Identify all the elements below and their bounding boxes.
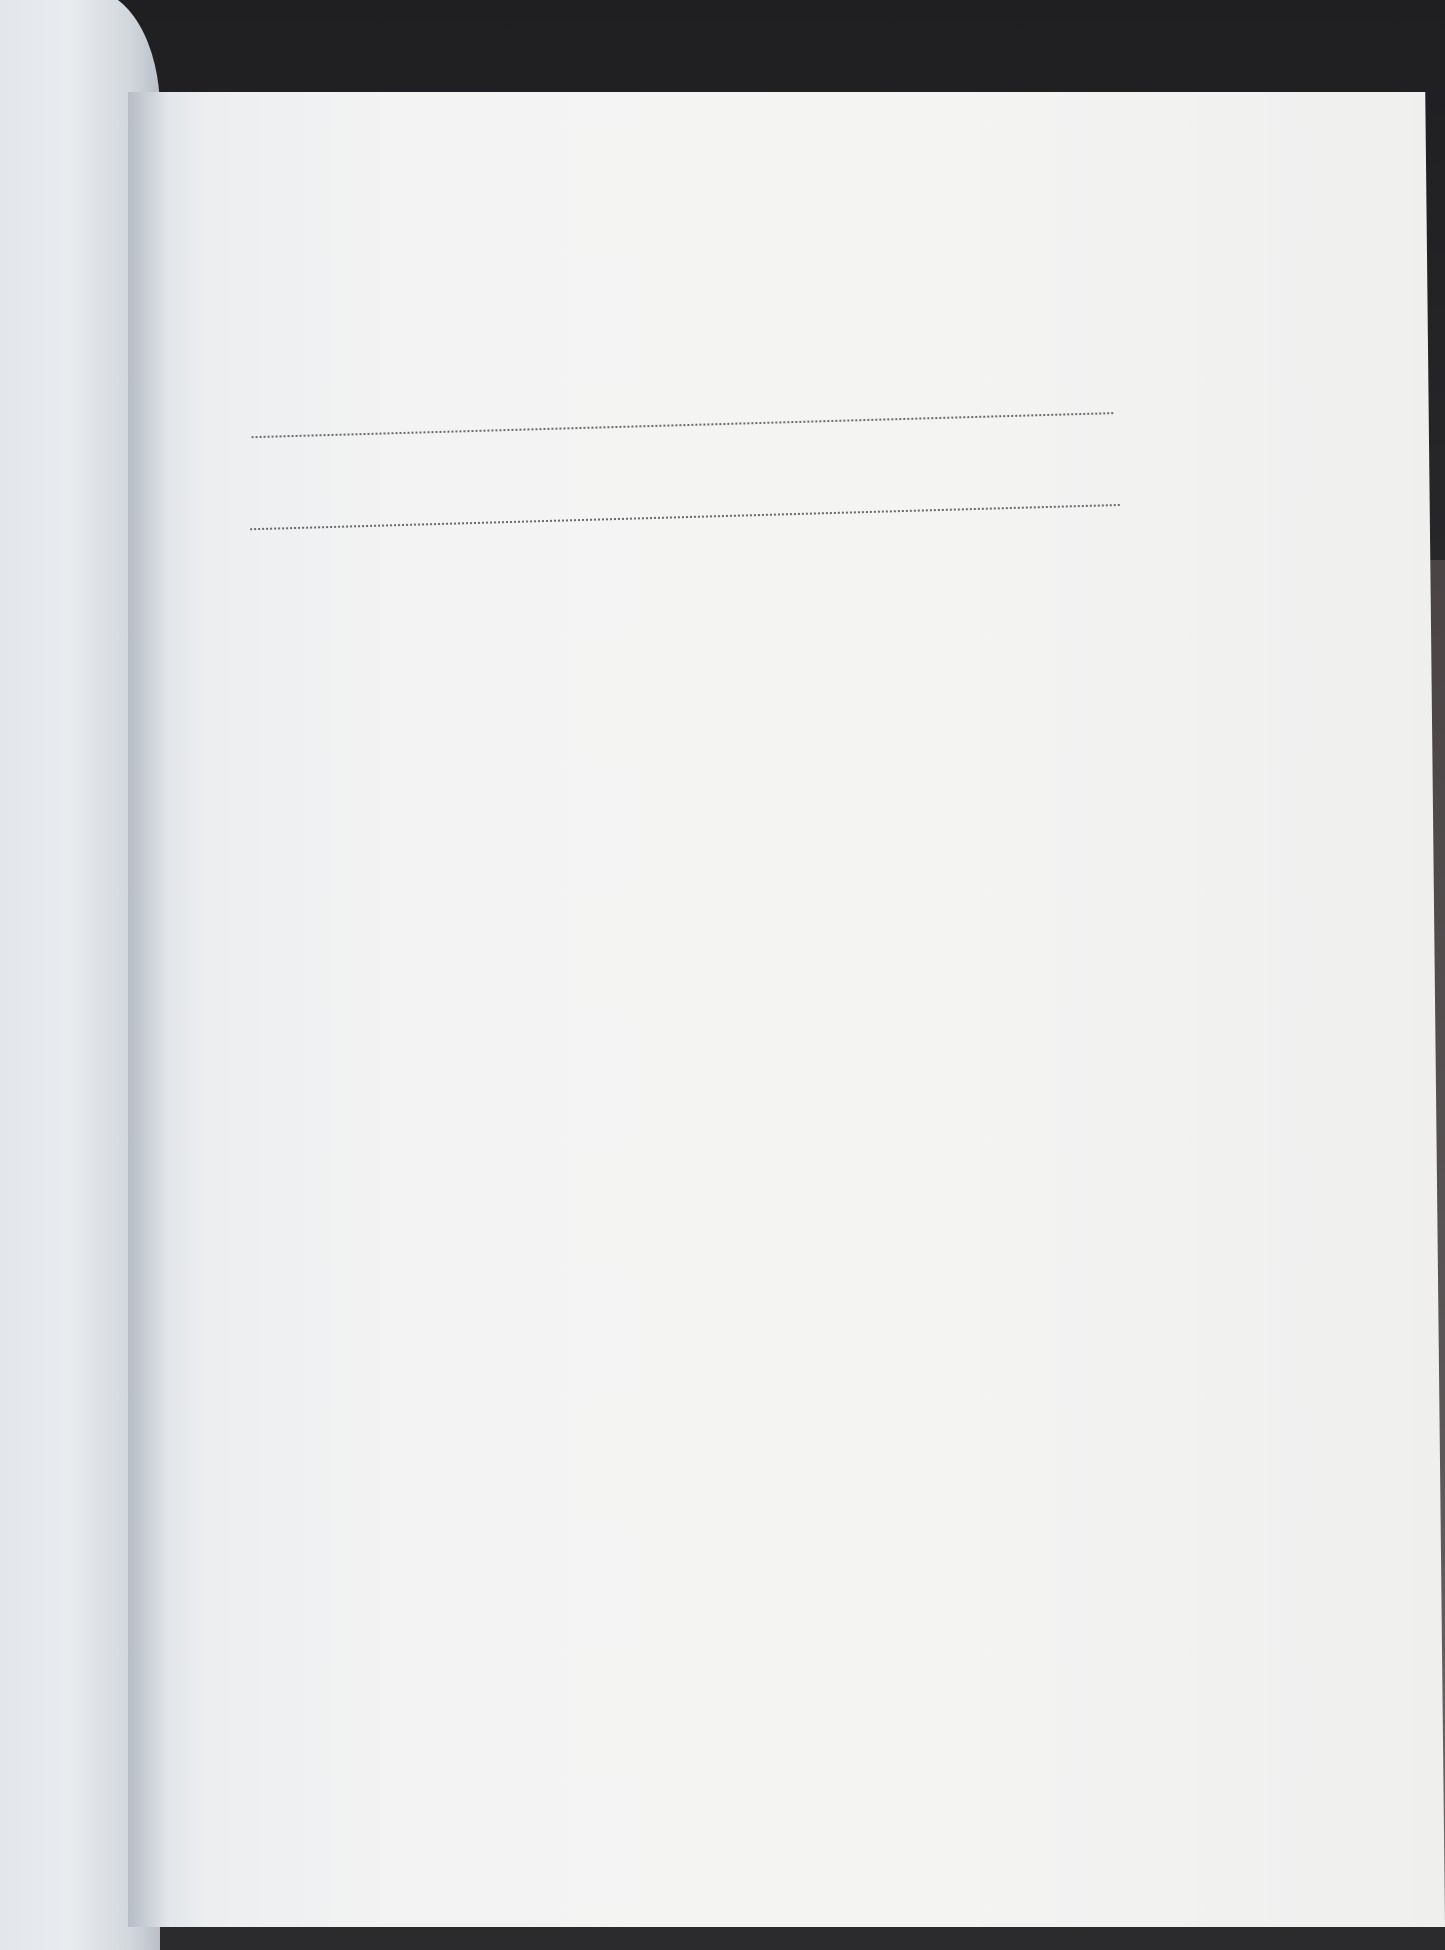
leader-dots	[252, 411, 1114, 438]
chapter-entry	[242, 503, 1128, 538]
leader-dots	[250, 503, 1120, 530]
part-entry	[244, 411, 1122, 444]
